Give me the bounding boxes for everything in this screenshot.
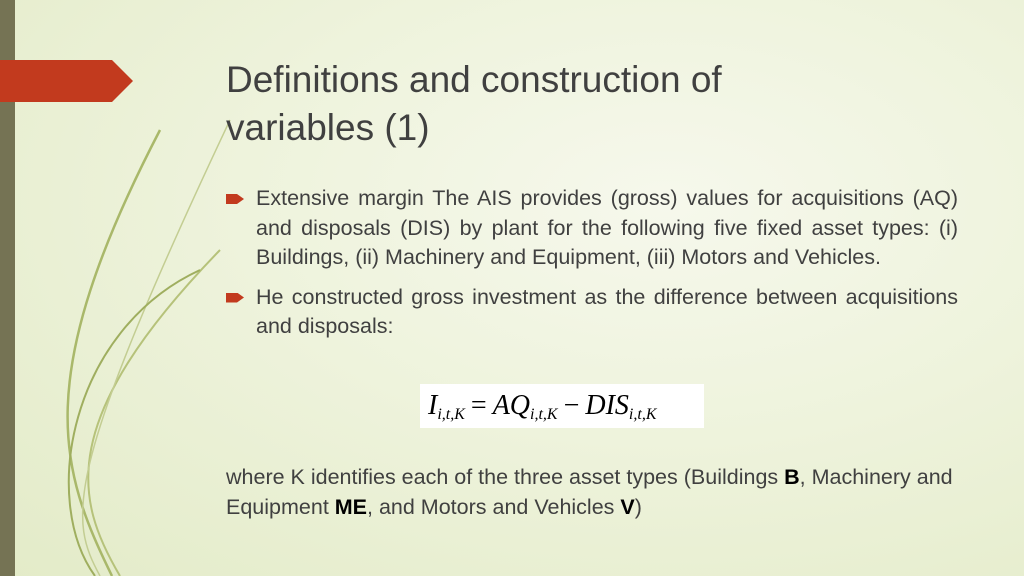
equation-dis-subscript: i,t,K bbox=[628, 406, 657, 423]
note-text-1: where K identifies each of the three asset types (Buildings bbox=[226, 465, 785, 489]
note-text-4: ) bbox=[634, 495, 642, 519]
bullet-arrow-icon bbox=[226, 194, 244, 204]
equation-minus: − bbox=[563, 390, 580, 421]
bullet-text: He constructed gross investment as the difference between acquisitions and disposals: bbox=[256, 284, 958, 338]
investment-equation bbox=[420, 384, 704, 428]
note-text-3: , and Motors and Vehicles bbox=[367, 495, 621, 519]
note-bold-me: ME bbox=[334, 495, 368, 519]
note-bold-b: B bbox=[784, 465, 800, 489]
equation-aq-subscript: i,t,K bbox=[530, 406, 558, 423]
slide-title: Definitions and construction of variables (1) bbox=[226, 59, 722, 148]
bullet-list bbox=[226, 184, 958, 352]
bullet-item bbox=[226, 283, 958, 342]
note-bold-v: V bbox=[620, 495, 635, 519]
bullet-arrow-icon bbox=[226, 293, 244, 303]
note-text-2: , Machinery and Equipment bbox=[226, 465, 953, 519]
equation-lhs-subscript: i,t,K bbox=[437, 406, 465, 423]
equation-lhs: I bbox=[428, 390, 438, 421]
bullet-text: Extensive margin The AIS provides (gross) values for acquisitions (AQ) and disposals (DIS) by plant for the following five fixed asset types: (i) Buildings, (ii) Machinery and Equipment, (iii) Motors and Vehicles. bbox=[256, 186, 958, 269]
asset-types-note bbox=[226, 462, 966, 522]
equation-equals: = bbox=[470, 390, 487, 421]
bullet-item bbox=[226, 184, 958, 273]
equation-term-aq: AQ bbox=[492, 390, 531, 421]
equation-term-dis: DIS bbox=[585, 390, 629, 421]
title-accent-tab bbox=[0, 60, 133, 102]
